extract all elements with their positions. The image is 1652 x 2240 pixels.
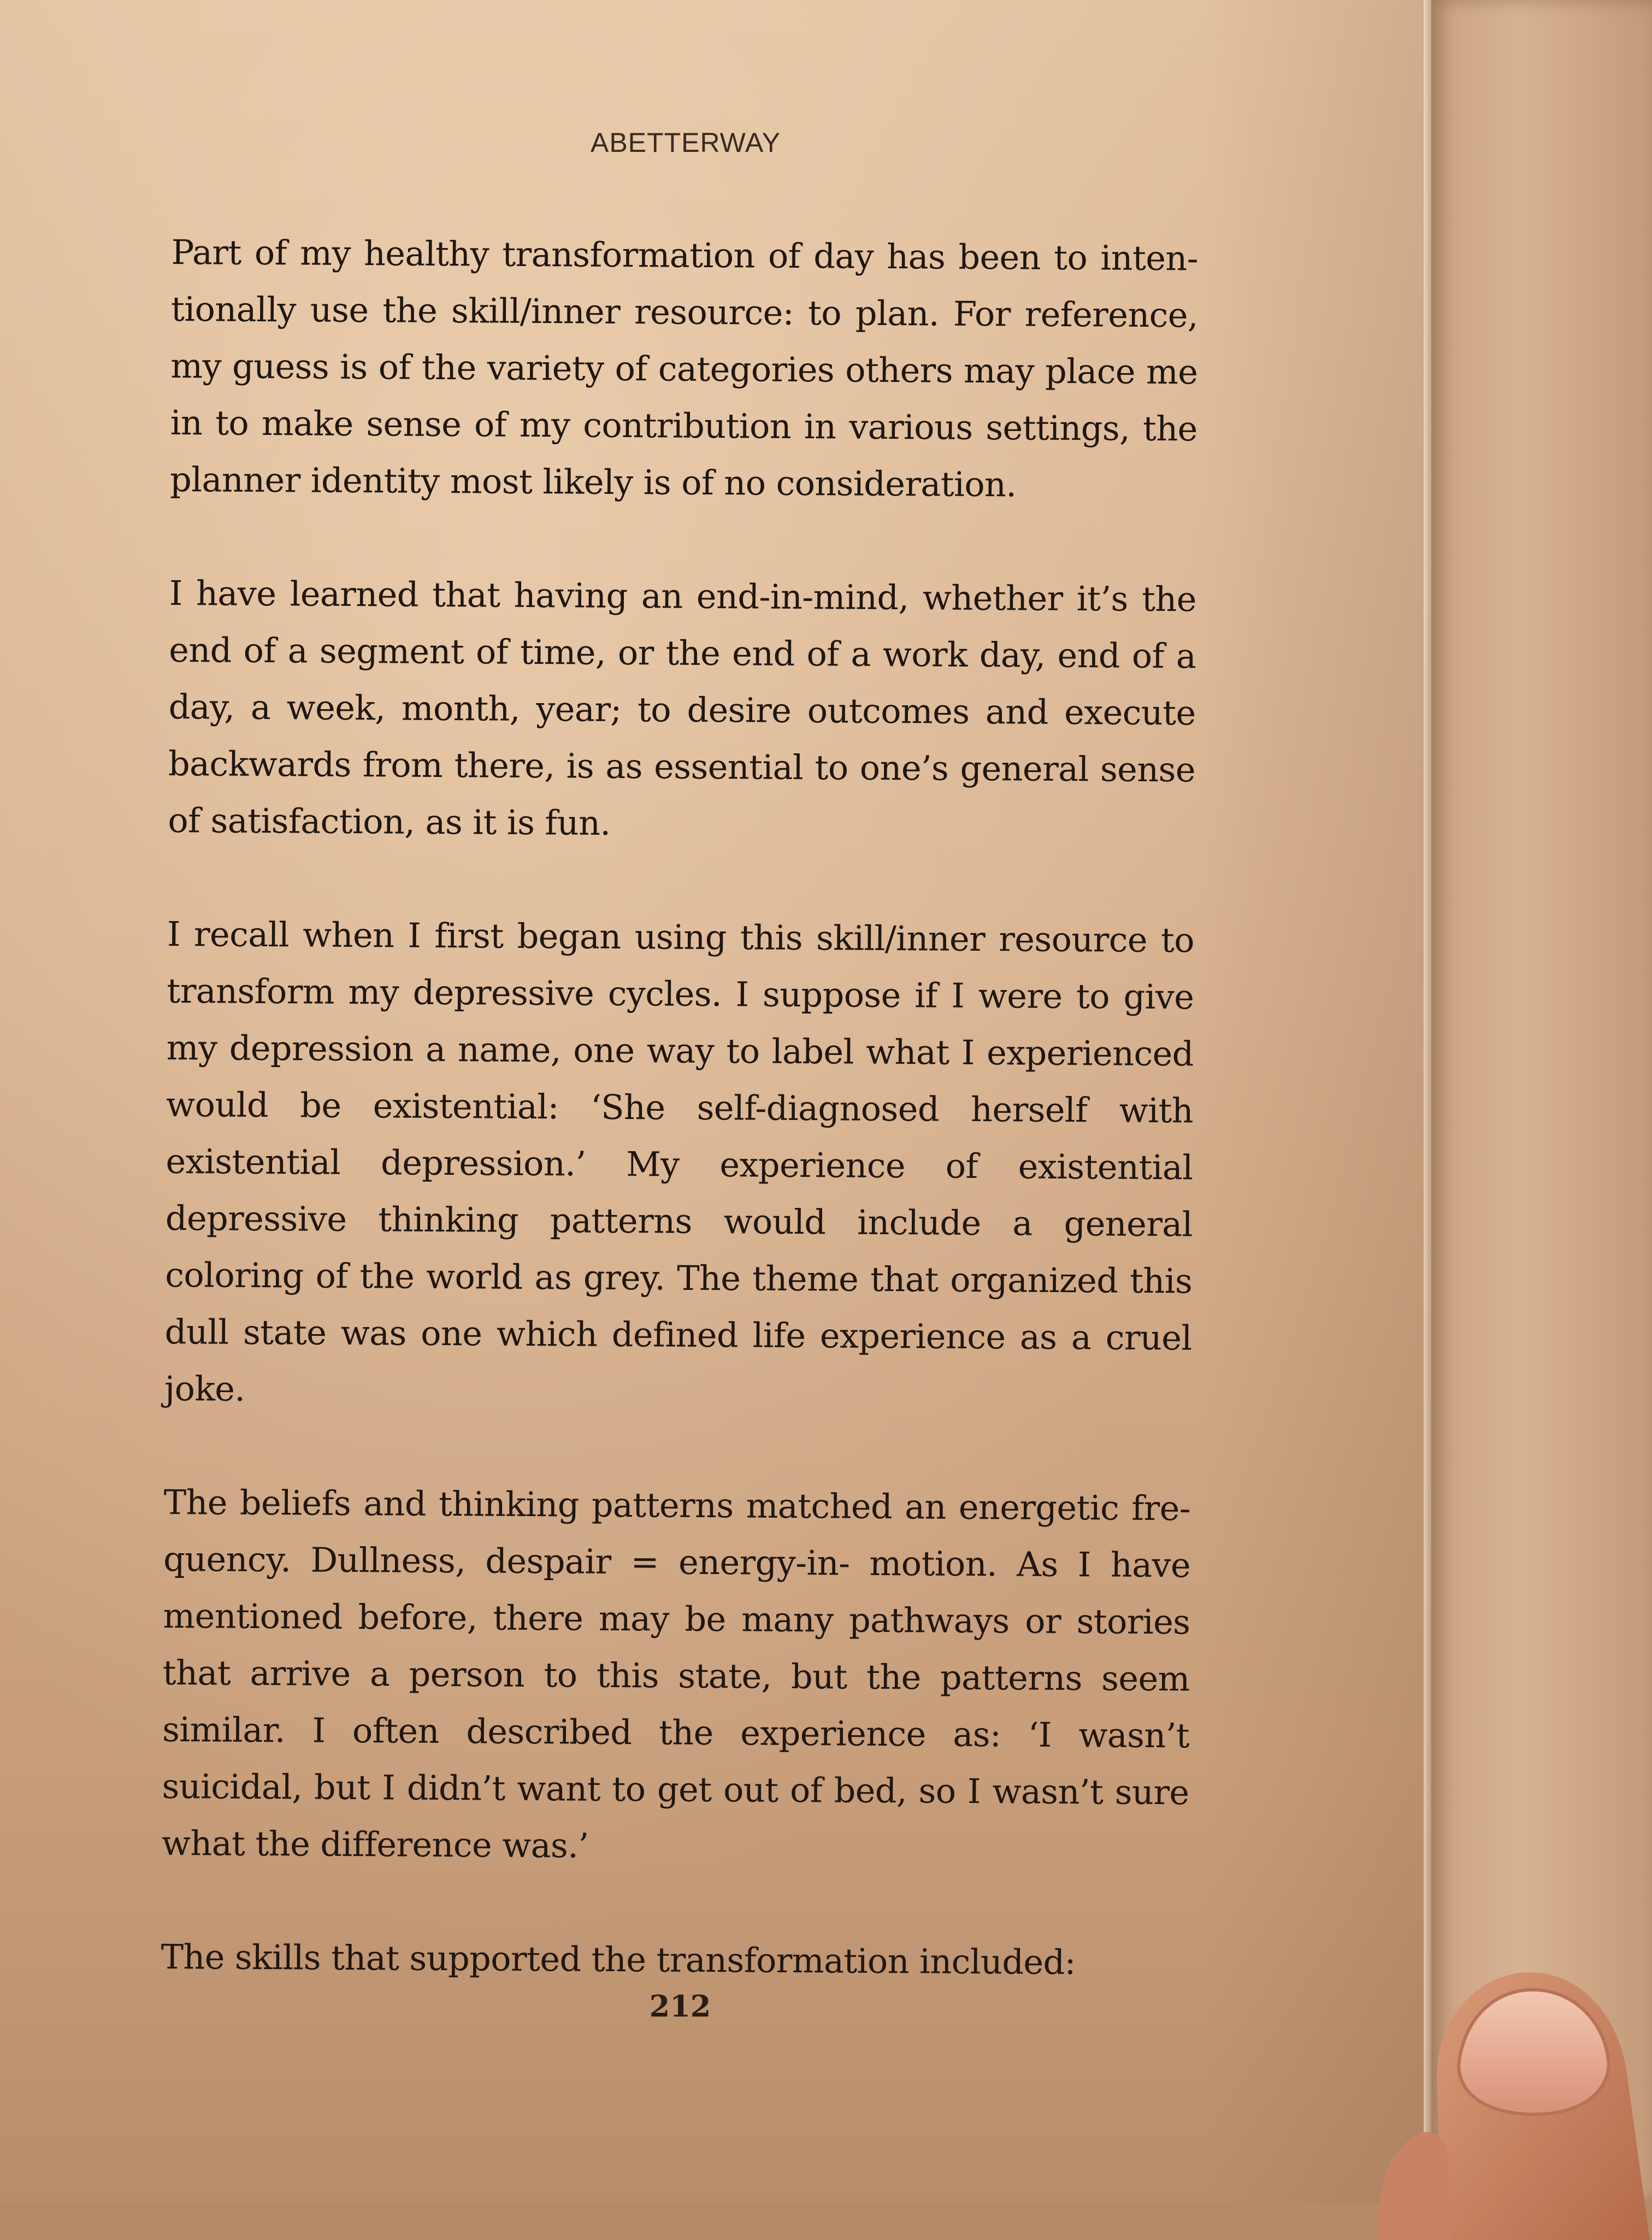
running-header: ABETTERWAY: [590, 127, 781, 158]
thumb-image: [1300, 1956, 1650, 2240]
adjacent-page: [1431, 0, 1652, 2203]
paragraph: I recall when I first began using this skill/inner resource to transform my depressive cycles. I suppose if I were to give my depression a name, one way to label what I experienced would be existential: ‘She self-diagnosed herself with existential depression.’ My experience of existential depressive thinking patterns would include a general coloring of the world as grey. The theme that organized this dull state was one which defined life experience as a cruel joke.: [164, 913, 1195, 1409]
page-body: [161, 224, 1199, 1991]
paragraph: The beliefs and thinking patterns matched an energetic frequency. Dullness, despair = energy-in- motion. As I have mentioned before, there may be many pathways or stories that arrive a person to this state, but the patterns seem similar. I often described the experience as: ‘I wasn’t suicidal, but I didn’t want to get out of bed, so I wasn’t sure what the difference was.’: [161, 1482, 1191, 1866]
page-number: 212: [649, 1989, 711, 2024]
paragraph: The skills that supported the transformation included:: [161, 1936, 1076, 1983]
paragraph: Part of my healthy transformation of day has been to intentionally use the skill/inner resource: to plan. For reference, my guess is of the variety of categories others may place me in to make sense of my contribution in various settings, the planner identity most likely is of no consideration.: [169, 232, 1199, 505]
page-shadow: [1202, 0, 1431, 2203]
paragraph: I have learned that having an end-in-mind, whether it’s the end of a segment of time, or the end of a work day, end of a day, a week, month, year; to desire outcomes and execute backwards from there, is as essential to one’s general sense of satisfaction, as it is fun.: [168, 573, 1197, 843]
